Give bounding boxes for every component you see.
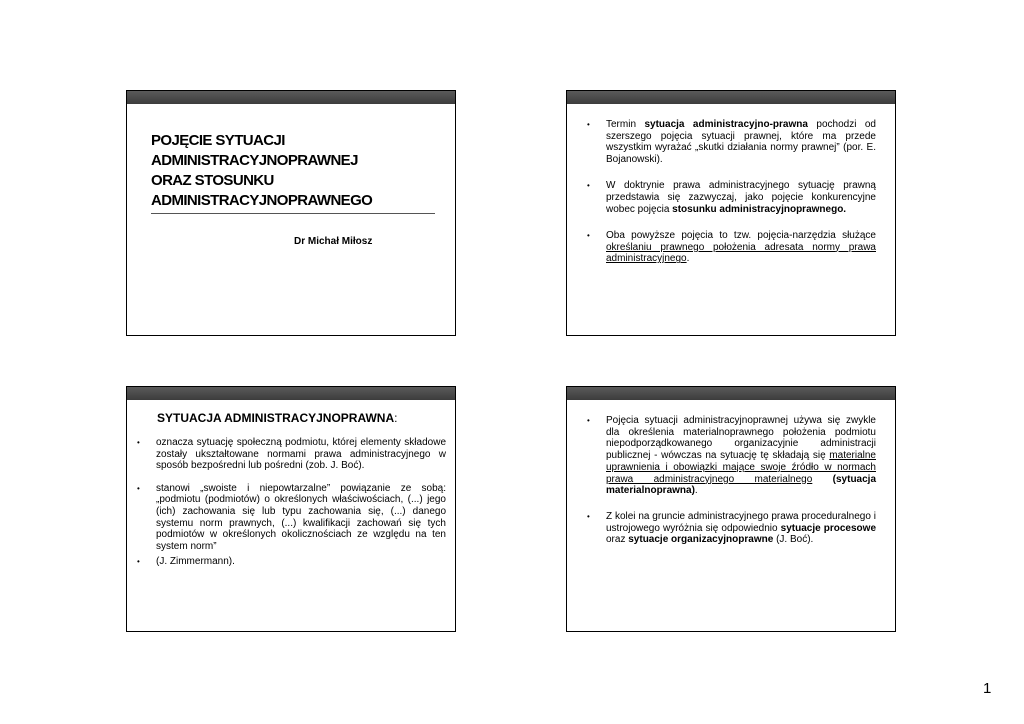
- slide-title: SYTUACJA ADMINISTRACYJNOPRAWNA:: [157, 411, 398, 425]
- bullet-icon: •: [587, 416, 590, 425]
- bullet-list: [137, 437, 446, 572]
- list-item: • Pojęcia sytuacji administracyjnoprawnej używa się zwykle dla określenia materialnoprawnego położenia podmiotu niepodporządkowanego organizacyjnie administracji publicznej - wówczas na sytuację tę składają się materialne uprawnienia i obowiązki mające swoje źródło w normach prawa administracyjnego materialnego (sytuacja materialnoprawna).: [587, 415, 877, 497]
- list-item: • Z kolei na gruncie administracyjnego prawa proceduralnego i ustrojowego wyróżnia się odpowiednio sytuacje procesowe oraz sytuacje organizacyjnoprawne (J. Boć).: [587, 510, 877, 546]
- bullet-list: [587, 119, 876, 280]
- slide-header-bar: [567, 91, 895, 104]
- list-item: • Termin sytuacja administracyjno-prawna pochodzi od szerszego pojęcia sytuacji prawnej, które ma przede wszystkim wyrażać „skutki działania normy prawnej” (por. E. Bojanowski).: [587, 119, 876, 165]
- list-item: • Oba powyższe pojęcia to tzw. pojęcia-narzędzia służące określaniu prawnego położenia adresata normy prawa administracyjnego.: [587, 230, 876, 265]
- slide-2: [566, 90, 896, 336]
- title-line: ORAZ STOSUNKU: [151, 172, 274, 189]
- list-item: • oznacza sytuację społeczną podmiotu, której elementy składowe zostały ukształtowane normami prawa administracyjnego w sposób bezpośredni lub pośredni (zob. J. Boć).: [137, 437, 446, 472]
- author-name: Dr Michał Miłosz: [294, 236, 373, 247]
- bullet-icon: •: [587, 181, 590, 191]
- bullet-icon: •: [137, 557, 140, 567]
- bullet-icon: •: [587, 511, 590, 521]
- bullet-icon: •: [137, 438, 140, 447]
- bullet-icon: •: [137, 483, 140, 493]
- slide-1: [126, 90, 456, 336]
- list-item: • stanowi „swoiste i niepowtarzalne” powiązanie ze sobą: „podmiotu (podmiotów) o określonych właściwościach, (...) jego (ich) zachowania się lub typu zachowania się, (...) danego systemu norm prawnych, (...) kwalifikacji zachowań się tych podmiotów w określonych okolicznościach ze względu na ten system norm”: [137, 482, 446, 552]
- slide-4: [566, 386, 896, 632]
- list-item: • (J. Zimmermann).: [137, 556, 235, 568]
- title-divider: [151, 213, 435, 214]
- slide-header-bar: [127, 387, 455, 400]
- slide-header-bar: [127, 91, 455, 104]
- list-item: • W doktrynie prawa administracyjnego sytuację prawną przedstawia się zazwyczaj, jako pojęcie konkurencyjne wobec pojęcia stosunku administracyjnoprawnego.: [587, 180, 876, 215]
- bullet-list: [587, 415, 877, 560]
- page-number: 1: [983, 680, 992, 697]
- title-line: POJĘCIE SYTUACJI: [151, 132, 285, 149]
- title-line: ADMINISTRACYJNOPRAWNEGO: [151, 192, 373, 209]
- slide-title: [151, 131, 411, 211]
- slide-3: [126, 386, 456, 632]
- bullet-icon: •: [587, 231, 590, 241]
- slide-header-bar: [567, 387, 895, 400]
- bullet-icon: •: [587, 120, 590, 129]
- title-line: ADMINISTRACYJNOPRAWNEJ: [151, 152, 358, 169]
